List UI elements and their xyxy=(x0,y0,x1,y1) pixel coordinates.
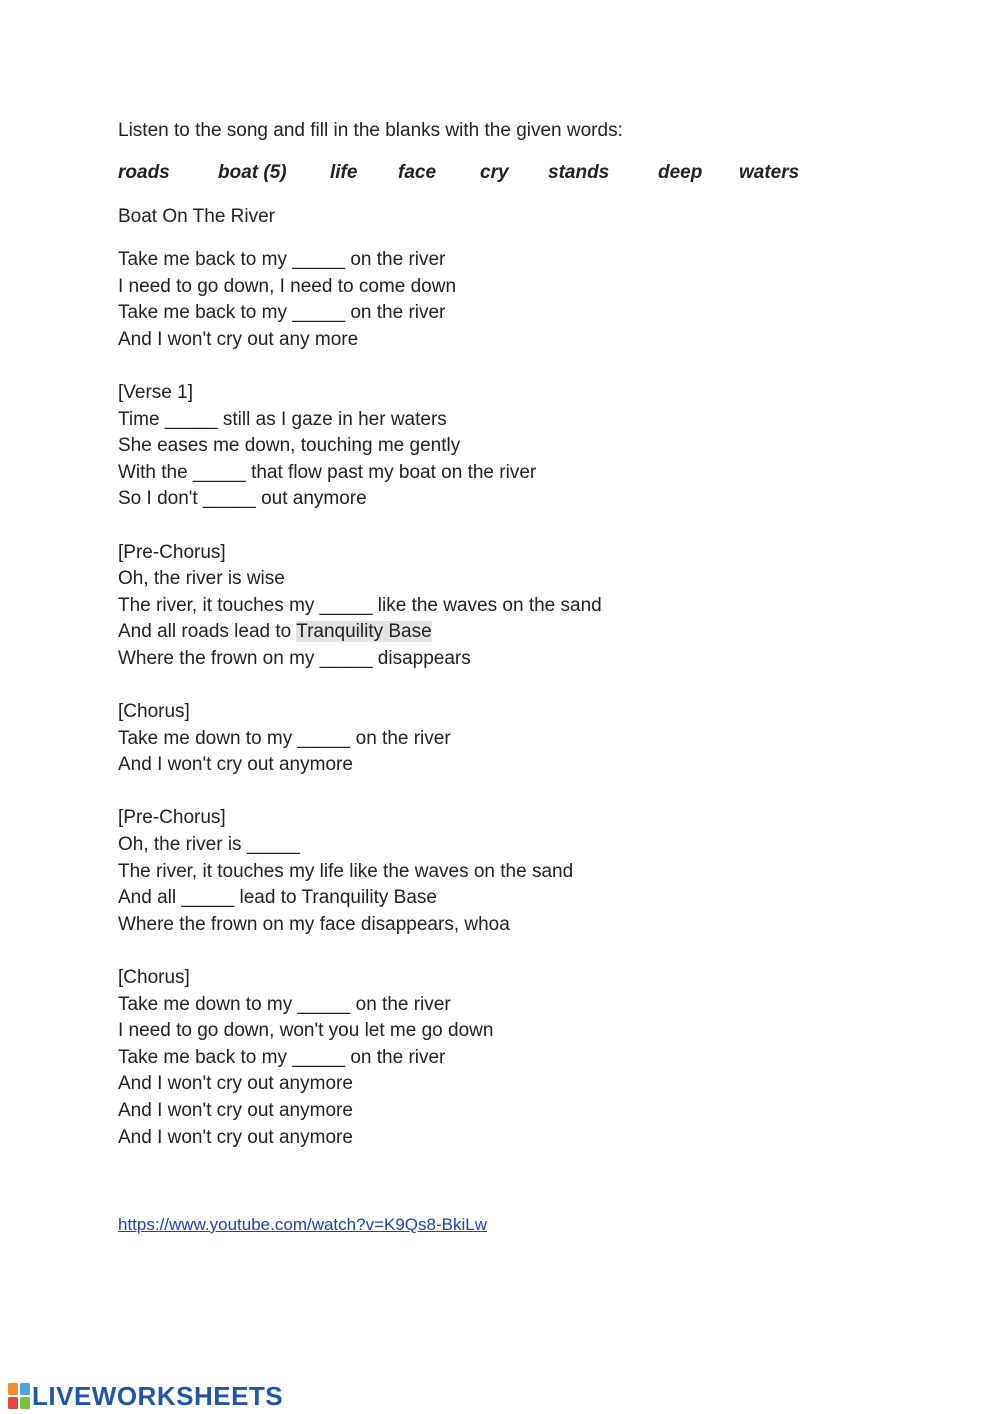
lyric-line: Take me down to my _____ on the river xyxy=(118,727,451,749)
lyric-line: Take me back to my _____ on the river xyxy=(118,249,446,270)
lyric-line: Time _____ still as I gaze in her waters xyxy=(118,408,447,430)
lyric-line: I need to go down, I need to come down xyxy=(118,275,457,297)
lyric-line: The river, it touches my _____ like the waves on the sand xyxy=(118,594,602,616)
stanza-gap xyxy=(118,673,602,700)
lyric-line: Oh, the river is _____ xyxy=(118,834,300,856)
section-label: [Pre-Chorus] xyxy=(118,541,226,563)
stanza-gap xyxy=(118,779,602,806)
logo-text: LIVEWORKSHEETS xyxy=(32,1380,284,1411)
lyric-line: And I won't cry out anymore xyxy=(118,1073,353,1095)
stanza-gap xyxy=(118,353,602,380)
lyric-line: I need to go down, won't you let me go down xyxy=(118,1020,494,1042)
lyric-line: Take me down to my _____ on the river xyxy=(118,993,451,1015)
lyric-line: Oh, the river is wise xyxy=(118,568,285,590)
lyric-line: The river, it touches my life like the waves on the sand xyxy=(118,860,574,882)
word-bank-item: stands xyxy=(548,162,610,183)
lyric-line xyxy=(118,619,602,646)
section-label: [Verse 1] xyxy=(118,381,193,403)
section-label: [Chorus] xyxy=(118,967,190,989)
lyric-line: And I won't cry out anymore xyxy=(118,1100,353,1121)
word-bank-item: waters xyxy=(739,162,800,183)
lyric-line: And all _____ lead to Tranquility Base xyxy=(118,887,437,909)
lyric-line: Where the frown on my _____ disappears xyxy=(118,647,471,669)
youtube-link[interactable]: https://www.youtube.com/watch?v=K9Qs8-BkiLw xyxy=(118,1215,487,1234)
stanza-gap xyxy=(118,513,602,540)
lyric-line: And I won't cry out anymore xyxy=(118,754,353,776)
lyric-line: Take me back to my _____ on the river xyxy=(118,302,446,324)
word-bank-item: deep xyxy=(658,162,703,183)
word-bank-item: face xyxy=(398,162,437,183)
highlighted-text: Tranquility Base xyxy=(296,621,432,643)
liveworksheets-logo[interactable] xyxy=(8,1381,283,1411)
lyric-line: With the _____ that flow past my boat on the river xyxy=(118,461,537,483)
lyric-line: She eases me down, touching me gently xyxy=(118,435,461,457)
instructions-text: Listen to the song and fill in the blanks with the given words: xyxy=(118,120,623,141)
lyric-line: So I don't _____ out anymore xyxy=(118,488,367,510)
lyric-text: And all roads lead to xyxy=(118,621,297,643)
lyric-line: And I won't cry out anymore xyxy=(118,1126,353,1148)
liveworksheets-logo-icon xyxy=(8,1383,30,1409)
section-label: [Pre-Chorus] xyxy=(118,807,226,829)
word-bank-item: life xyxy=(330,162,358,183)
section-label: [Chorus] xyxy=(118,701,190,723)
lyric-line: Where the frown on my face disappears, whoa xyxy=(118,913,510,935)
lyric-line: Take me back to my _____ on the river xyxy=(118,1046,446,1068)
lyrics-block xyxy=(118,247,602,1151)
song-title: Boat On The River xyxy=(118,206,276,227)
word-bank-item: roads xyxy=(118,162,170,183)
lyric-line: And I won't cry out any more xyxy=(118,328,359,350)
word-bank-item: cry xyxy=(480,162,509,183)
stanza-gap xyxy=(118,938,602,965)
word-bank-item: boat (5) xyxy=(218,162,287,183)
